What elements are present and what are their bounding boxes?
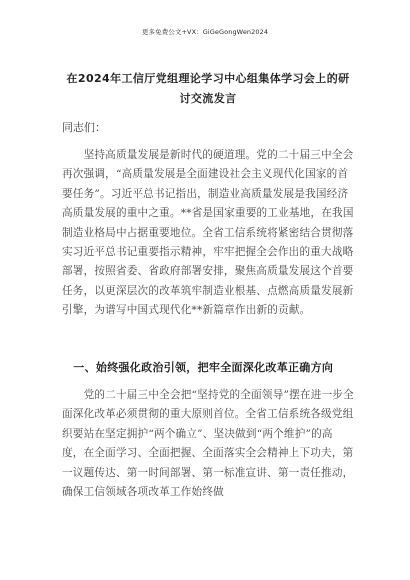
section-heading: 一、始终强化政治引领，把牢全面深化改革正确方向 [62, 361, 334, 374]
header-note: 更多免费公文+VX：GiGeGongWen2024 [141, 28, 269, 36]
body-paragraph: 党的二十届三中全会把“坚持党的全面领导”摆在进一步全面深化改革必须贯彻的重大原则首位。全省工信系统各级党组织要站在坚定拥护“两个确立”、坚决做到“两个维护”的高度，在全面学习、全面把握、全面落实全会精神上下功夫，第一议题传达、第一时间部署、第一标准宣讲、第一责任推动，确保工信领域各项改革工作始终做 [62, 389, 354, 499]
document-title: 在2024年工信厅党组理论学习中心组集体学习会上的研讨交流发言 [66, 72, 350, 105]
salutation: 同志们： [62, 121, 106, 134]
body-paragraph: 坚持高质量发展是新时代的硬道理。党的二十届三中全会再次强调，“高质量发展是全面建设社会主义现代化国家的首要任务”。习近平总书记指出，制造业高质量发展是我国经济高质量发展的重中之重。**省是国家重要的工业基地，在我国制造业格局中占据重要地位。全省工信系统将紧密结合贯彻落实习近平总书记重要指示精神，牢牢把握全会作出的重大战略部署，按照省委、省政府部署安排，聚焦高质量发展这个首要任务，以更深层次的改革筑牢制造业根基、点燃高质量发展新引擎，为谱写中国式现代化**新篇章作出新的贡献。 [62, 149, 354, 317]
